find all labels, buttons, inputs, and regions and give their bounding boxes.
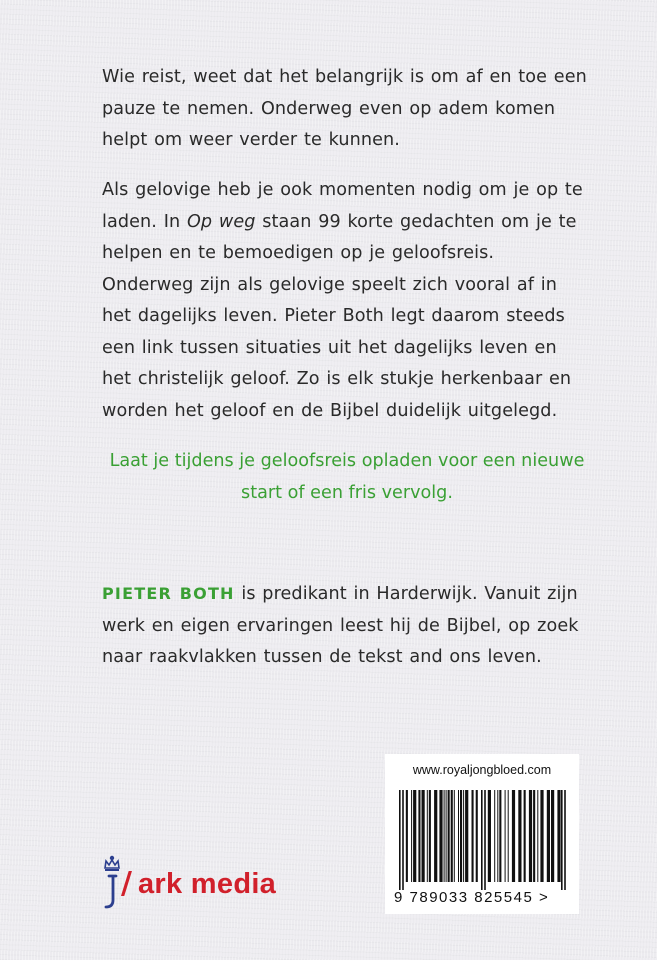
barcode-bar <box>557 790 560 882</box>
barcode-bar <box>529 790 532 882</box>
barcode-bar <box>508 790 509 882</box>
barcode-bar <box>427 790 428 882</box>
barcode-bar <box>524 790 526 882</box>
isbn-digits: 9 789033 825545 > <box>394 889 550 906</box>
barcode-bar <box>460 790 462 882</box>
barcode-image <box>385 786 579 890</box>
description-text-after: staan 99 korte gedachten om je te helpen en te bemoedigen op je geloofsreis. Onderweg zijn als gelovige speelt zich vooral af in het dagelijks leven. Pieter Both legt daarom steeds een link tussen situaties uit het dagelijks leven en het christelijk geloof. Zo is elk stukje herkenbaar en worden het geloof en de Bijbel duidelijk uitgelegd. <box>102 211 577 421</box>
barcode-bar <box>472 790 474 882</box>
book-title: Op weg <box>186 211 256 232</box>
author-bio <box>102 578 592 674</box>
publisher-logo <box>100 852 340 912</box>
barcode-bar <box>418 790 420 882</box>
barcode-bar <box>429 790 431 882</box>
barcode-bar <box>422 790 425 882</box>
barcode-bar <box>446 790 447 882</box>
barcode-bar <box>465 790 468 882</box>
barcode-bar <box>439 790 442 882</box>
barcode-bar <box>494 790 495 882</box>
barcode-bar <box>499 790 501 882</box>
logo-slash: / <box>121 866 132 901</box>
barcode-bar <box>463 790 464 882</box>
barcode-bar <box>561 790 563 890</box>
author-name: PIETER BOTH <box>102 584 235 603</box>
barcode-bar <box>505 790 506 882</box>
barcode-bar <box>434 790 437 882</box>
barcode-bar <box>451 790 453 882</box>
barcode-bar <box>484 790 486 890</box>
barcode-bar <box>402 790 404 890</box>
barcode-bar <box>551 790 554 882</box>
publisher-url: www.royaljongbloed.com <box>412 763 552 777</box>
barcode-bar <box>533 790 535 882</box>
barcode-bar <box>476 790 478 882</box>
barcode-bar <box>547 790 550 882</box>
barcode-bar <box>537 790 538 882</box>
barcode-bar <box>444 790 445 882</box>
barcode-bar <box>458 790 459 882</box>
barcode-bar <box>564 790 566 890</box>
barcode-box <box>385 754 579 914</box>
barcode-bar <box>406 790 408 882</box>
intro-paragraph: Wie reist, weet dat het belangrijk is om af en toe een pauze te nemen. Onderweg even op adem komen helpt om weer verder te kunnen. <box>102 67 587 150</box>
barcode-bar <box>454 790 455 882</box>
description-text-before: Als gelovige heb je ook momenten nodig om je op te laden. In <box>102 180 583 232</box>
barcode-bar <box>481 790 483 890</box>
barcode-bar <box>448 790 450 882</box>
publisher-name: ark media <box>138 868 277 900</box>
barcode-bar <box>411 790 412 882</box>
barcode-bar <box>399 790 401 890</box>
barcode-bar <box>413 790 416 882</box>
tagline: Laat je tijdens je geloofsreis opladen voor een nieuwe start of een fris vervolg. <box>109 451 585 503</box>
author-bio-text: is predikant in Harderwijk. Vanuit zijn werk en eigen ervaringen leest hij de Bijbel, op zoek naar raakvlakken tussen de tekst and ons leven. <box>102 584 579 667</box>
barcode-bar <box>497 790 498 882</box>
barcode-bar <box>540 790 543 882</box>
barcode-bar <box>488 790 491 882</box>
barcode-bar <box>518 790 521 882</box>
description-paragraph <box>102 175 592 427</box>
barcode-bar <box>512 790 515 882</box>
